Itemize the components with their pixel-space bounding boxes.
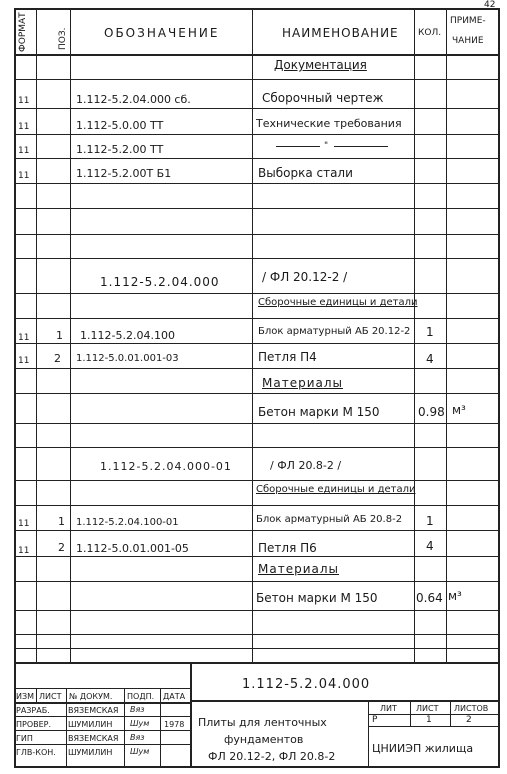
v2-material-qty: 0.64: [416, 591, 443, 605]
title-block-top: [14, 662, 500, 664]
ditto-dash-right: [334, 146, 388, 147]
v2-material-name: Бетон марки М 150: [256, 591, 378, 605]
row-line: [14, 208, 500, 209]
sig-row-line: [14, 702, 190, 704]
tb-role-3: ГИП: [16, 734, 33, 743]
col-divider-pos: [70, 8, 71, 662]
tb-lit-row-line: [368, 726, 500, 727]
sig-col-line: [36, 688, 37, 704]
variant2-name: / ФЛ 20.8-2 /: [270, 459, 342, 472]
variant1-materials-title: Материалы: [262, 376, 343, 390]
variant1-designation: 1.112-5.2.04.000: [100, 275, 220, 289]
tb-lit-value: Р: [372, 715, 378, 725]
sig-row-line: [14, 730, 190, 731]
row-line: [14, 234, 500, 235]
tb-person-3: ВЯЗЕМСКАЯ: [68, 734, 119, 743]
tb-col-list: ЛИСТ: [39, 692, 62, 701]
v1-row-2-qty: 4: [426, 352, 434, 366]
v1-row-1-format: 11: [18, 333, 30, 343]
title-block-left-divider: [190, 662, 192, 766]
row-line: [14, 318, 500, 319]
tb-sign-1: Вяз: [130, 705, 145, 714]
tb-person-4: ШУМИЛИН: [68, 748, 113, 757]
row-line: [14, 79, 500, 80]
doc-row-4-designation: 1.112-5.2.00Т Б1: [76, 167, 172, 180]
row-line: [14, 610, 500, 611]
row-line: [14, 293, 500, 294]
variant2-materials-title: Материалы: [258, 562, 339, 576]
tb-sign-2: Шум: [130, 719, 150, 728]
header-format: ФОРМАТ: [18, 12, 28, 52]
col-divider-qty: [446, 8, 447, 662]
variant1-name: / ФЛ 20.12-2 /: [262, 270, 348, 284]
tb-sign-4: Шум: [130, 747, 150, 756]
v1-row-2-name: Петля П4: [258, 350, 317, 364]
v1-material-name: Бетон марки М 150: [258, 405, 380, 419]
header-qty: КОЛ.: [418, 28, 442, 38]
tb-person-2: ШУМИЛИН: [68, 720, 113, 729]
sig-col-line: [66, 688, 67, 766]
section-title-documentation: Документация: [274, 58, 367, 72]
row-line: [14, 368, 500, 369]
doc-row-3-designation: 1.112-5.2.00 ТТ: [76, 143, 164, 156]
tb-col-sign: ПОДП.: [127, 692, 155, 701]
header-pos: ПОЗ.: [58, 27, 68, 50]
v2-row-2-name: Петля П6: [258, 541, 317, 555]
doc-row-2-designation: 1.112-5.0.00 ТТ: [76, 119, 164, 132]
row-line: [14, 423, 500, 424]
header-bottom-line: [14, 54, 500, 56]
v1-material-unit: м³: [452, 403, 466, 417]
frame-bottom: [14, 766, 500, 768]
v2-row-2-format: 11: [18, 546, 30, 556]
tb-col-izm: ИЗМ: [16, 692, 35, 701]
tb-person-1: ВЯЗЕМСКАЯ: [68, 706, 119, 715]
row-line: [14, 505, 500, 506]
variant1-assembly-title: Сборочные единицы и детали: [258, 297, 418, 308]
row-line: [14, 183, 500, 184]
v1-row-2-designation: 1.112-5.0.01.001-03: [76, 353, 179, 364]
doc-row-3-name: ": [324, 141, 329, 151]
header-designation: ОБОЗНАЧЕНИЕ: [104, 26, 220, 40]
tb-date-2: 1978: [164, 720, 185, 729]
tb-sheets-value: 2: [466, 715, 472, 725]
tb-col-date: ДАТА: [163, 692, 186, 701]
doc-row-2-format: 11: [18, 122, 30, 132]
col-divider-format: [36, 8, 37, 662]
doc-row-1-designation: 1.112-5.2.04.000 сб.: [76, 93, 191, 106]
v1-row-1-name: Блок арматурный АБ 20.12-2: [258, 326, 411, 337]
variant2-assembly-title: Сборочные единицы и детали: [256, 484, 416, 495]
tb-organization: ЦНИИЭП жилища: [372, 742, 474, 755]
tb-right-divider: [368, 700, 369, 766]
variant2-designation: 1.112-5.2.04.000-01: [100, 460, 232, 473]
v1-row-2-format: 11: [18, 356, 30, 366]
v1-material-qty: 0.98: [418, 405, 445, 419]
doc-row-1-format: 11: [18, 96, 30, 106]
col-divider-name: [414, 8, 415, 662]
header-name: НАИМЕНОВАНИЕ: [282, 26, 399, 40]
sig-col-line: [160, 688, 161, 766]
tb-lit-row-line: [368, 714, 500, 715]
tb-drawing-code: 1.112-5.2.04.000: [242, 677, 371, 692]
v1-row-2-pos: 2: [54, 352, 61, 365]
col-divider-designation: [252, 8, 253, 662]
sig-col-line: [124, 688, 125, 766]
tb-title-line-1: Плиты для ленточных: [198, 716, 327, 729]
tb-col-doc: № ДОКУМ.: [69, 692, 113, 701]
frame-top: [14, 8, 500, 10]
row-line: [14, 343, 500, 344]
row-line: [14, 447, 500, 448]
row-line: [14, 480, 500, 481]
row-line: [14, 648, 500, 649]
doc-row-4-name: Выборка стали: [258, 166, 353, 180]
tb-lit-label: ЛИТ: [380, 704, 397, 713]
row-line: [14, 134, 500, 135]
tb-title-line-2: фундаментов: [224, 733, 304, 746]
row-line: [14, 581, 500, 582]
tb-role-2: ПРОВЕР.: [16, 720, 52, 729]
row-line: [14, 158, 500, 159]
v2-material-unit: м³: [448, 589, 462, 603]
v2-row-2-designation: 1.112-5.0.01.001-05: [76, 542, 189, 555]
tb-role-1: РАЗРАБ.: [16, 706, 50, 715]
v2-row-2-pos: 2: [58, 541, 65, 554]
tb-sheet-value: 1: [426, 715, 432, 725]
header-note-1: ПРИМЕ-: [450, 16, 486, 26]
v2-row-1-format: 11: [18, 519, 30, 529]
doc-row-4-format: 11: [18, 171, 30, 181]
title-block-code-bottom: [190, 700, 500, 702]
tb-role-4: ГЛВ-КОН.: [16, 748, 56, 757]
tb-sheets-label: ЛИСТОВ: [454, 704, 489, 713]
frame-left: [14, 8, 16, 768]
tb-lit-col-line: [410, 700, 411, 726]
row-line: [14, 556, 500, 557]
row-line: [14, 530, 500, 531]
v1-row-1-qty: 1: [426, 325, 434, 339]
v2-row-1-name: Блок арматурный АБ 20.8-2: [256, 514, 403, 525]
v1-row-1-designation: 1.112-5.2.04.100: [80, 329, 175, 342]
tb-lit-col-line: [450, 700, 451, 726]
doc-row-2-name: Технические требования: [256, 117, 402, 130]
sig-row-line: [14, 688, 190, 689]
frame-right: [498, 8, 500, 768]
row-line: [14, 108, 500, 109]
page-number: 42: [484, 0, 496, 10]
v2-row-1-designation: 1.112-5.2.04.100-01: [76, 517, 179, 528]
doc-row-3-format: 11: [18, 146, 30, 156]
sig-row-line: [14, 744, 190, 745]
sig-row-line: [14, 716, 190, 717]
v2-row-1-qty: 1: [426, 514, 434, 528]
doc-row-1-name: Сборочный чертеж: [262, 91, 384, 105]
tb-sheet-label: ЛИСТ: [416, 704, 439, 713]
row-line: [14, 393, 500, 394]
row-line: [14, 258, 500, 259]
header-note-2: ЧАНИЕ: [452, 36, 484, 46]
tb-sign-3: Вяз: [130, 733, 145, 742]
ditto-dash-left: [276, 146, 320, 147]
v2-row-2-qty: 4: [426, 539, 434, 553]
v2-row-1-pos: 1: [58, 515, 65, 528]
row-line: [14, 634, 500, 635]
v1-row-1-pos: 1: [56, 329, 63, 342]
tb-title-line-3: ФЛ 20.12-2, ФЛ 20.8-2: [208, 750, 336, 763]
